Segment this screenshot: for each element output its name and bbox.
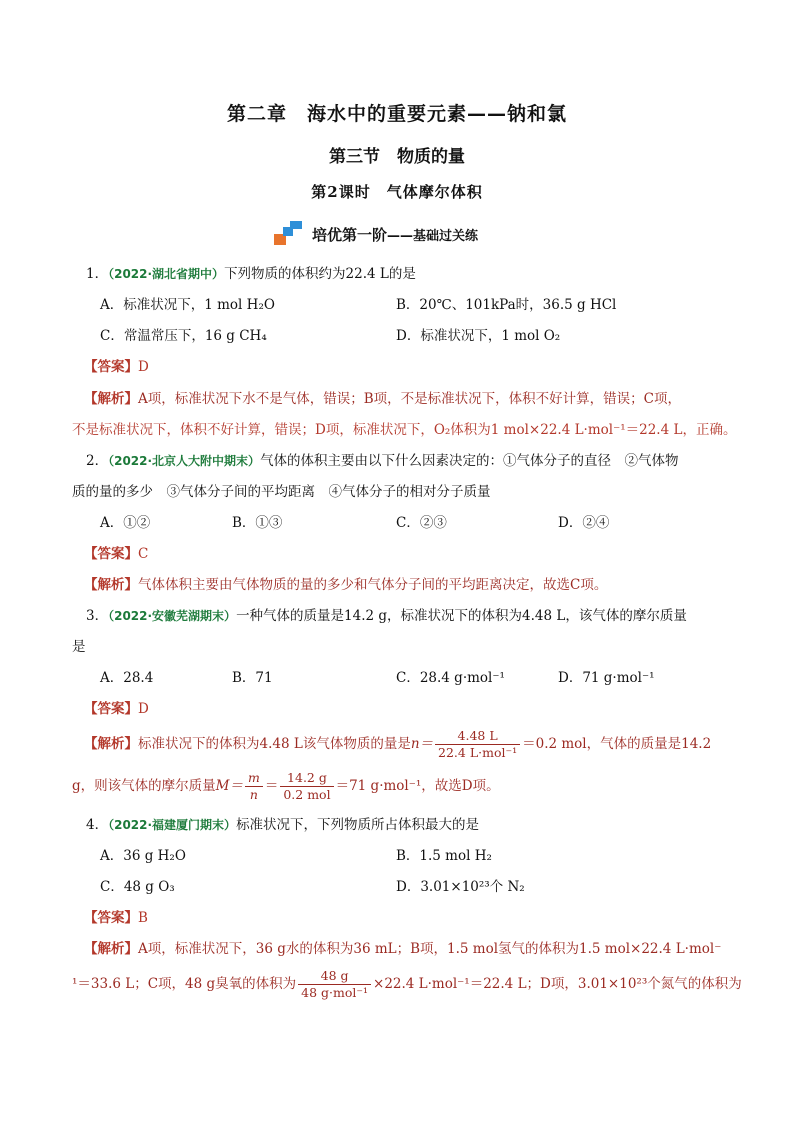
q3-option-c: C．28.4 g·mol⁻¹ <box>396 670 505 686</box>
q3-fraction-mn: $\frac{m}{n}$ <box>245 770 263 803</box>
q3-analysis-cont: g，则该气体的摩尔质量M＝ $\frac{m}{n}$ ＝ $\frac{14.2 g}{\text{0.2 mol}}$ ＝71 g·mol⁻¹，故选D项。 <box>72 770 500 802</box>
q4-fraction: $\frac{48 g}{\text{48 g·mol⁻¹}}$ <box>298 968 371 1001</box>
q3-analysis: 【解析】标准状况下的体积为4.48 L该气体物质的量是n＝ $\frac{4.48 L}{\text{22.4 L·mol⁻¹}}$ ＝0.2 mol，气体的质量是14.2 <box>84 728 712 760</box>
q3-stem: 3．（2022·安徽芜湖期末）一种气体的质量是14.2 g，标准状况下的体积为4.48 L，该气体的摩尔质量 <box>86 608 687 624</box>
q2-stem: 2．（2022·北京人大附中期末）气体的体积主要由以下什么因素决定的：①气体分子的直径 ②气体物 <box>86 453 679 469</box>
q3-stem-cont: 是 <box>72 639 86 655</box>
q1-analysis: 【解析】A项，标准状况下水不是气体，错误；B项，不是标准状况下，体积不好计算，错误；C项， <box>84 391 681 407</box>
q4-answer: 【答案】B <box>84 910 148 926</box>
q2-option-b: B．①③ <box>232 515 283 531</box>
q3-fraction-2: $\frac{14.2 g}{\text{0.2 mol}}$ <box>280 770 333 803</box>
q4-option-d: D．3.01×10²³个 N₂ <box>396 879 525 895</box>
q2-answer: 【答案】C <box>84 546 149 562</box>
q4-analysis: 【解析】A项，标准状况下，36 g水的体积为36 mL；B项，1.5 mol氢气的体积为1.5 mol×22.4 L·mol⁻ <box>84 941 722 957</box>
q2-option-a: A．①② <box>100 515 151 531</box>
q3-option-b: B．71 <box>232 670 273 686</box>
lesson-title: 第2课时 气体摩尔体积 <box>311 183 483 201</box>
q4-option-c: C．48 g O₃ <box>100 879 175 895</box>
level-title: 培优第一阶——基础过关练 <box>312 225 479 244</box>
q4-option-b: B．1.5 mol H₂ <box>396 848 492 864</box>
q1-source: （2022·湖北省期中） <box>108 267 225 281</box>
q1-option-c: C．常温常压下，16 g CH₄ <box>100 328 267 344</box>
stairs-icon <box>274 221 304 247</box>
q1-option-a: A．标准状况下，1 mol H₂O <box>100 297 275 313</box>
q2-option-c: C．②③ <box>396 515 447 531</box>
q3-option-d: D．71 g·mol⁻¹ <box>558 670 655 686</box>
level-banner <box>274 219 478 249</box>
q4-source: （2022·福建厦门期末） <box>108 818 237 832</box>
q2-source: （2022·北京人大附中期末） <box>108 454 261 468</box>
q1-stem: 1．（2022·湖北省期中）下列物质的体积约为22.4 L的是 <box>86 266 416 282</box>
q2-option-d: D．②④ <box>558 515 610 531</box>
q1-answer: 【答案】D <box>84 359 149 375</box>
q4-option-a: A．36 g H₂O <box>100 848 186 864</box>
q3-answer: 【答案】D <box>84 701 149 717</box>
q1-option-b: B．20℃、101kPa时，36.5 g HCl <box>396 297 617 313</box>
q1-analysis-cont: 不是标准状况下，体积不好计算，错误；D项，标准状况下，O₂体积为1 mol×22.4 L·mol⁻¹＝22.4 L，正确。 <box>72 422 737 438</box>
section-title: 第三节 物质的量 <box>329 147 465 167</box>
q2-stem-cont: 质的量的多少 ③气体分子间的平均距离 ④气体分子的相对分子质量 <box>72 484 491 500</box>
q3-fraction-1: $\frac{4.48 L}{\text{22.4 L·mol⁻¹}}$ <box>435 728 520 761</box>
q4-analysis-cont: ¹＝33.6 L；C项，48 g臭氧的体积为 $\frac{48 g}{\text{48 g·mol⁻¹}}$ ×22.4 L·mol⁻¹＝22.4 L；D项，3.01×10²³个氮气的体积为 <box>72 968 742 1000</box>
q3-source: （2022·安徽芜湖期末） <box>108 609 237 623</box>
q4-stem: 4．（2022·福建厦门期末）标准状况下，下列物质所占体积最大的是 <box>86 817 480 833</box>
q3-option-a: A．28.4 <box>100 670 154 686</box>
q2-analysis: 【解析】气体体积主要由气体物质的量的多少和气体分子间的平均距离决定，故选C项。 <box>84 577 608 593</box>
q1-option-d: D．标准状况下，1 mol O₂ <box>396 328 561 344</box>
chapter-title: 第二章 海水中的重要元素——钠和氯 <box>226 103 567 125</box>
